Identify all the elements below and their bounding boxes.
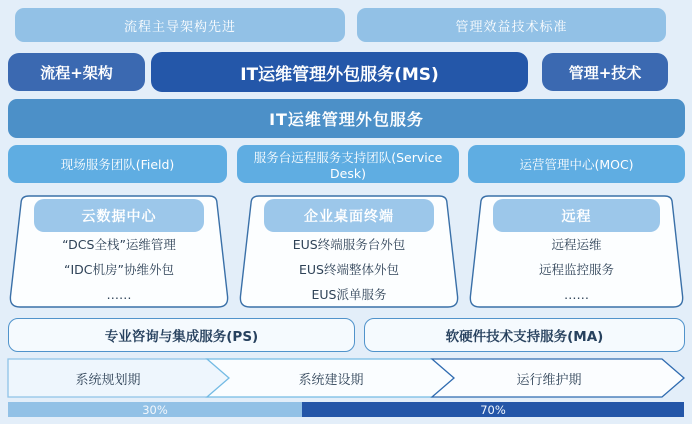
team-box-moc: 运营管理中心(MOC) (468, 145, 685, 183)
phase-label-planning: 系统规划期 (75, 372, 141, 388)
card-item: EUS派单服务 (311, 287, 387, 302)
phase-label-construction: 系统建设期 (298, 372, 364, 388)
effort-split-right-segment: 70% (302, 402, 684, 417)
card-item: 远程运维 (551, 237, 602, 252)
card-item-ellipsis: …… (564, 287, 589, 302)
card-remote (468, 195, 685, 308)
effort-split-bar (8, 402, 684, 417)
ms-title: IT运维管理外包服务(MS) (151, 52, 528, 92)
card-title-pill: 远程 (493, 199, 660, 232)
effort-split-left-segment: 30% (8, 402, 302, 417)
team-box-field: 现场服务团队(Field) (8, 145, 227, 183)
support-box-ma: 软硬件技术支持服务(MA) (364, 318, 685, 352)
team-box-service-desk: 服务台远程服务支持团队(Service Desk) (237, 145, 459, 183)
ms-tag-process-architecture: 流程+架构 (8, 53, 145, 91)
service-bar-title: IT运维管理外包服务 (8, 99, 685, 138)
card-item: “IDC机房”协维外包 (64, 262, 174, 277)
card-enterprise-desktop (238, 195, 460, 308)
ms-tag-management-technology: 管理+技术 (542, 53, 668, 91)
card-cloud-datacenter (8, 195, 230, 308)
card-item: 远程监控服务 (538, 262, 614, 277)
card-title-pill: 企业桌面终端 (264, 199, 435, 232)
card-title-pill: 云数据中心 (34, 199, 205, 232)
card-item: EUS终端整体外包 (299, 262, 399, 277)
benefit-box-management: 管理效益技术标准 (357, 8, 666, 42)
benefit-box-process: 流程主导架构先进 (15, 8, 345, 42)
phase-label-operation: 运行维护期 (516, 372, 582, 388)
phase-arrows (0, 358, 692, 398)
support-box-ps: 专业咨询与集成服务(PS) (8, 318, 355, 352)
card-item: EUS终端服务台外包 (292, 237, 406, 252)
card-item-ellipsis: …… (106, 287, 132, 302)
card-item: “DCS全栈”运维管理 (62, 237, 176, 252)
